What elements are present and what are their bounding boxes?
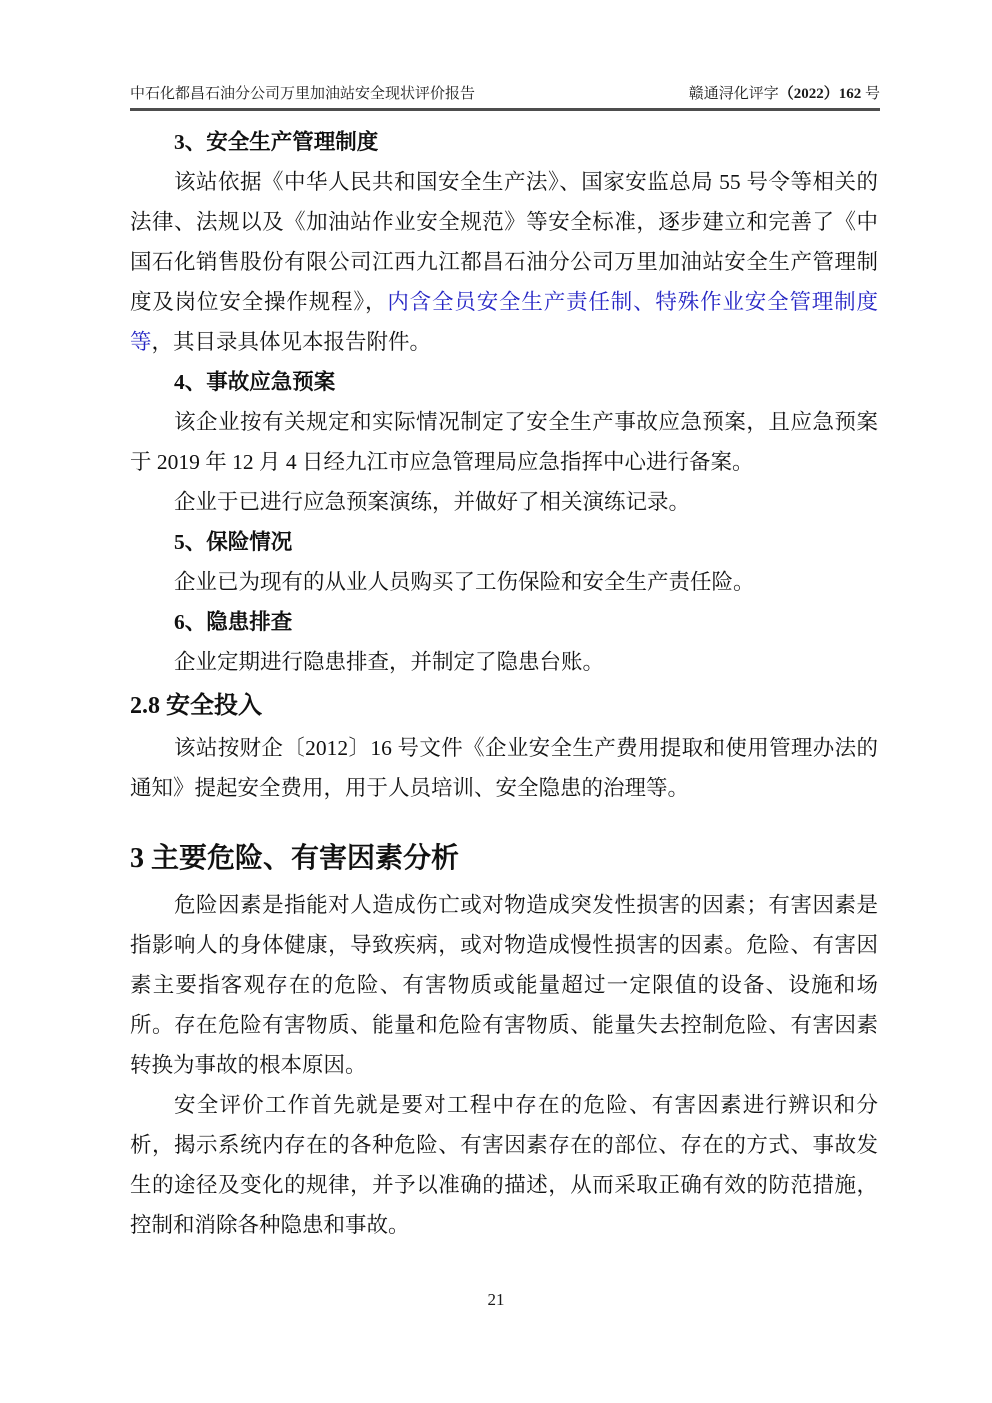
- subheading-emergency-plan: 4、事故应急预案: [174, 370, 336, 394]
- subheading-insurance: 5、保险情况: [174, 530, 293, 554]
- header-doc-number-bold: （2022）162: [778, 86, 862, 102]
- paragraph-run-black: ，其目录具体见本报告附件。: [151, 330, 432, 354]
- page-number: 21: [487, 1290, 505, 1309]
- paragraph-run-blue-highlight: 内含全员安全生产责任制、特殊作业安全管理制度等: [130, 290, 878, 354]
- chapter-heading-hazard-analysis: 3 主要危险、有害因素分析: [130, 843, 460, 874]
- paragraph-emergency-plan: 该企业按有关规定和实际情况制定了安全生产事故应急预案，且应急预案于 2019 年 12 月 4 日经九江市应急管理局应急指挥中心进行备案。: [130, 410, 878, 474]
- paragraph-emergency-drill: 企业于已进行应急预案演练，并做好了相关演练记录。: [174, 490, 691, 514]
- paragraph-safety-evaluation-work: 安全评价工作首先就是要对工程中存在的危险、有害因素进行辨识和分析，揭示系统内存在的各种危险、有害因素存在的部位、存在的方式、事故发生的途径及变化的规律，并予以准确的描述，从而采取正确有效的防范措施，控制和消除各种隐患和事故。: [130, 1093, 878, 1237]
- document-body: [130, 122, 878, 1245]
- subheading-safety-management-system: 3、安全生产管理制度: [174, 130, 379, 154]
- paragraph-safety-investment: 该站按财企〔2012〕16 号文件《企业安全生产费用提取和使用管理办法的通知》提起安全费用，用于人员培训、安全隐患的治理等。: [130, 736, 878, 800]
- subheading-hazard-inspection: 6、隐患排查: [174, 610, 293, 634]
- header-report-title: 中石化都昌石油分公司万里加油站安全现状评价报告: [130, 86, 476, 102]
- header-doc-number-suffix: 号: [861, 86, 880, 102]
- header-doc-number-prefix: 赣通浔化评字: [688, 86, 779, 102]
- paragraph-insurance: 企业已为现有的从业人员购买了工伤保险和安全生产责任险。: [174, 570, 755, 594]
- running-header: [130, 84, 880, 111]
- paragraph-hazard-definition: 危险因素是指能对人造成伤亡或对物造成突发性损害的因素；有害因素是指影响人的身体健康，导致疾病，或对物造成慢性损害的因素。危险、有害因素主要指客观存在的危险、有害物质或能量超过一定限值的设备、设施和场所。存在危险有害物质、能量和危险有害物质、能量失去控制危险、有害因素转换为事故的根本原因。: [130, 893, 878, 1077]
- paragraph-run-black: 该站依据《中华人民共和国安全生产法》、国家安监总局 55 号令等相关的法律、法规以及《加油站作业安全规范》等安全标准，逐步建立和完善了《中国石化销售股份有限公司江西九江都昌石油分公司万里加油站安全生产管理制度及岗位安全操作规程》，: [130, 170, 878, 314]
- paragraph-safety-management-system: [130, 162, 878, 362]
- section-heading-safety-investment: 2.8 安全投入: [130, 693, 262, 719]
- header-doc-number: [689, 84, 880, 104]
- paragraph-hazard-inspection: 企业定期进行隐患排查，并制定了隐患台账。: [174, 650, 605, 674]
